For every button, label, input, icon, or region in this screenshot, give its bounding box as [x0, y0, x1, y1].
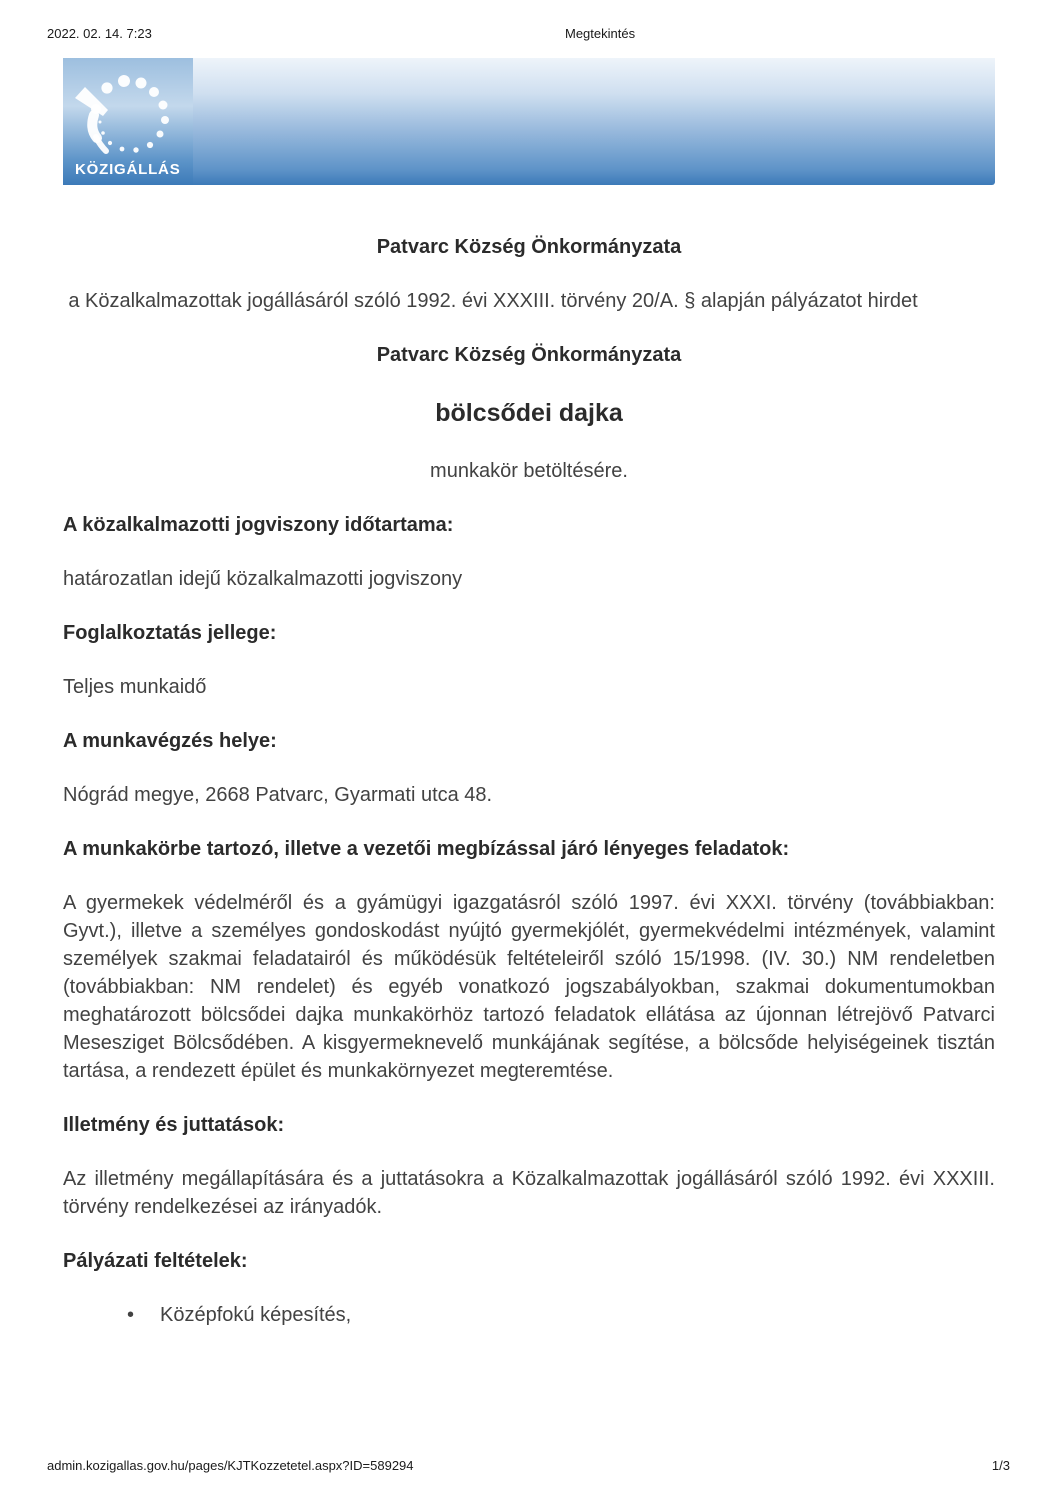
- job-posting-body: [63, 185, 995, 1355]
- section-jogviszony-idotartama: [63, 511, 995, 593]
- section-munkavegzes-helye: [63, 727, 995, 809]
- section-heading: A munkavégzés helye:: [63, 730, 277, 752]
- footer-url: admin.kozigallas.gov.hu/pages/KJTKozzetetel.aspx?ID=589294: [47, 1458, 414, 1473]
- section-heading: Illetmény és juttatások:: [63, 1114, 285, 1136]
- kozigallas-banner: [63, 58, 995, 185]
- section-body: A gyermekek védelméről és a gyámügyi igazgatásról szóló 1997. évi XXXI. törvény (továbbiakban: Gyvt.), illetve a személyes gondoskodást nyújtó gyermekjólét, gyermekvédelmi intézmények, valamint személyek szakmai feladatairól és működésük feltételeiről szóló 15/1998. (IV. 30.) NM rendeletben (továbbiakban: NM rendelet) és egyéb vonatkozó jogszabályokban, szakmai dokumentumokban meghatározott bölcsődei dajka munkakörhöz tartozó feladatok ellátása az újonnan létrejövő Patvarci Mesesziget Bölcsődében. A kisgyermeknevelő munkájának segítése, a bölcsőde helyiségeinek tisztán tartása, a rendezett épület és munkakörnyezet megteremtése.: [63, 892, 995, 1082]
- print-header: [47, 26, 1010, 41]
- section-heading: Foglalkoztatás jellege:: [63, 622, 277, 644]
- print-page-title: Megtekintés: [565, 26, 636, 41]
- organization-name-repeat: Patvarc Község Önkormányzata: [376, 344, 682, 366]
- kozigallas-logo: [63, 58, 193, 185]
- print-footer: [47, 1458, 1010, 1473]
- section-body: Az illetmény megállapítására és a juttatásokra a Közalkalmazottak jogállásáról szóló 1992. évi XXXIII. törvény rendelkezései az irányadók.: [63, 1168, 995, 1218]
- section-feladatok: [63, 835, 995, 1085]
- section-foglalkoztatas-jellege: [63, 619, 995, 701]
- position-title: bölcsődei dajka: [435, 399, 623, 427]
- announcement-intro: a Közalkalmazottak jogállásáról szóló 1992. évi XXXIII. törvény 20/A. § alapján pályázatot hirdet: [68, 290, 918, 312]
- section-palyazati-feltetelek: [63, 1247, 995, 1329]
- section-heading: A munkakörbe tartozó, illetve a vezetői megbízással járó lényeges feladatok:: [63, 838, 790, 860]
- section-body: Teljes munkaidő: [63, 676, 207, 698]
- kozigallas-logo-text: KÖZIGÁLLÁS: [75, 161, 181, 178]
- section-body: határozatlan idejű közalkalmazotti jogviszony: [63, 568, 463, 590]
- section-heading: Pályázati feltételek:: [63, 1250, 248, 1272]
- requirement-item: • Középfokú képesítés,: [63, 1301, 995, 1329]
- section-illetmeny: [63, 1111, 995, 1221]
- print-datetime: 2022. 02. 14. 7:23: [47, 26, 152, 41]
- position-suffix: munkakör betöltésére.: [430, 460, 628, 482]
- section-heading: A közalkalmazotti jogviszony időtartama:: [63, 514, 454, 536]
- footer-page-number: 1/3: [991, 1458, 1010, 1473]
- section-body: Nógrád megye, 2668 Patvarc, Gyarmati utca 48.: [63, 784, 493, 806]
- requirements-list: [63, 1301, 995, 1329]
- organization-name: Patvarc Község Önkormányzata: [376, 236, 682, 258]
